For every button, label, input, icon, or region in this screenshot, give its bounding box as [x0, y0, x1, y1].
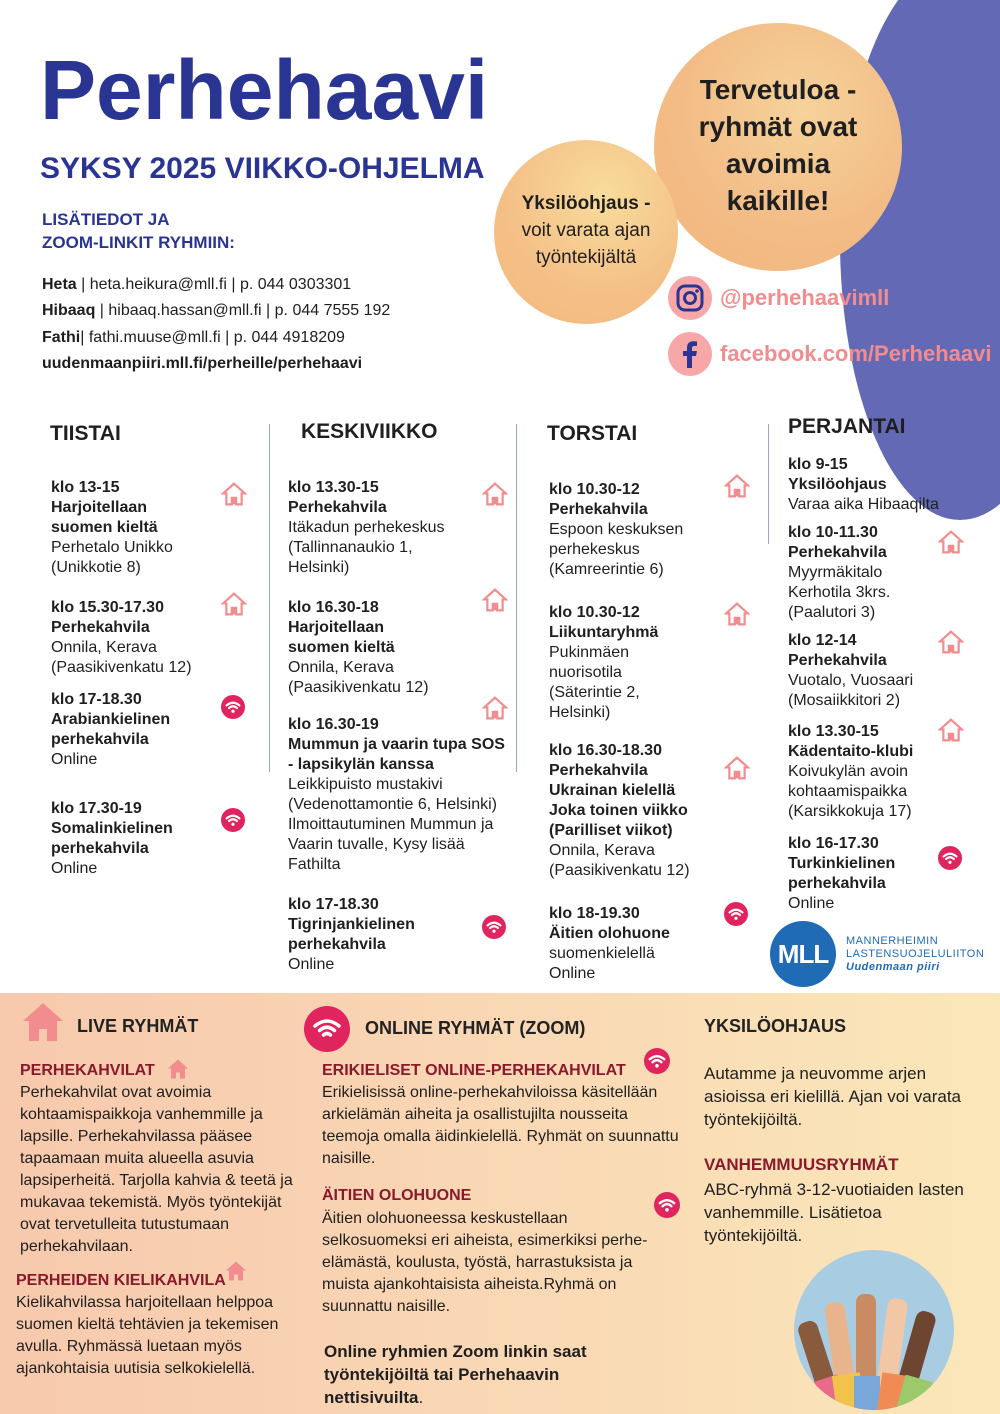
welcome-bubble [654, 23, 902, 271]
contact-name: Hibaaq [42, 302, 96, 319]
schedule-location: Perhetalo Unikko [51, 539, 173, 556]
schedule-time: klo 13.30-15 [288, 479, 379, 496]
house-icon-large [20, 1000, 66, 1049]
house-icon [938, 718, 964, 747]
schedule-time: klo 18-19.30 [549, 905, 640, 922]
contact-details[interactable]: | hibaaq.hassan@mll.fi | p. 044 7555 192 [95, 302, 391, 319]
schedule-time: klo 17-18.30 [51, 691, 142, 708]
schedule-title: Perhekahvila [51, 619, 150, 636]
wifi-icon [724, 902, 748, 926]
schedule-title: Perhekahvila [288, 499, 387, 516]
schedule-location: Online [51, 860, 98, 877]
schedule-location: Online [788, 895, 835, 912]
schedule-location: Koivukylän avoin [788, 763, 909, 780]
schedule-time: klo 16.30-18 [288, 599, 379, 616]
individual-title: YKSILÖOHJAUS [704, 1016, 847, 1036]
individual-text: Autamme ja neuvomme arjen asioissa eri kielillä. Ajan voi varata työntekijöiltä. [704, 1064, 962, 1129]
contact-name: Heta [42, 276, 77, 293]
schedule-title: suomen kieltä [51, 519, 158, 536]
info-heading-line: ZOOM-LINKIT RYHMIIN: [42, 233, 235, 252]
schedule-time: klo 15.30-17.30 [51, 599, 164, 616]
schedule-location: Online [51, 751, 98, 768]
website-link[interactable]: uudenmaanpiiri.mll.fi/perheille/perhehaavi [42, 355, 363, 372]
page-title: Perhehaavi [40, 43, 489, 137]
schedule-title: Äitien olohuone [549, 925, 670, 942]
zoom-note [324, 1340, 614, 1409]
schedule-location: Vaarin tuvalle, Kysy lisää [288, 836, 465, 853]
house-icon [482, 588, 508, 617]
schedule-time: klo 16-17.30 [788, 835, 879, 852]
schedule-title: - lapsikylän kanssa [288, 756, 434, 773]
kielikahvila-title: PERHEIDEN KIELIKAHVILA [16, 1272, 226, 1289]
schedule-location: Helsinki) [549, 704, 611, 721]
wifi-icon [644, 1048, 670, 1074]
schedule-item [51, 478, 173, 578]
wifi-icon [221, 695, 245, 719]
schedule-location: Myyrmäkitalo [788, 564, 883, 581]
mll-logo-mark: MLL [770, 921, 836, 987]
schedule-item [288, 598, 429, 698]
schedule-item [51, 598, 192, 678]
house-icon [224, 1260, 248, 1287]
house-icon [938, 630, 964, 659]
contact-fathi [42, 328, 345, 348]
schedule-title: Kädentaito-klubi [788, 743, 914, 760]
contact-hibaaq [42, 301, 390, 321]
welcome-line: Tervetuloa - [699, 74, 857, 105]
schedule-item [788, 834, 895, 914]
schedule-location: (Karsikkokuja 17) [788, 803, 912, 820]
mll-logo [770, 921, 984, 987]
schedule-item [288, 895, 415, 975]
kielikahvila-text: Kielikahvilassa harjoitellaan helppoa suomen kieltä tehtävien ja tekemisen avulla. Ryhmässä luetaan myös ajankohtaisia uutisia selkokielellä. [16, 1294, 279, 1377]
schedule-location: Fathilta [288, 856, 341, 873]
schedule-location: (Paalutori 3) [788, 604, 876, 621]
schedule-location: (Paasikivenkatu 12) [51, 659, 192, 676]
erikieliset-text: Erikielisissä online-perhekahviloissa käsitellään arkielämän aiheita ja osallistujilta nousseita teemoja omalla äidinkielellä. Ryhmät on suunnattu naisille. [322, 1084, 679, 1167]
contact-details[interactable]: | heta.heikura@mll.fi | p. 044 0303301 [76, 276, 352, 293]
schedule-title: Yksilöohjaus [788, 476, 887, 493]
wifi-icon [482, 915, 506, 939]
facebook-url: facebook.com/Perhehaavi [720, 341, 992, 366]
individual-line: Yksilöohjaus - [521, 193, 651, 214]
raised-hands-illustration [794, 1250, 954, 1410]
schedule-location: Helsinki) [288, 559, 350, 576]
schedule-title: suomen kieltä [288, 639, 395, 656]
info-heading-line: LISÄTIEDOT JA [42, 210, 170, 229]
schedule-location: (Vedenottamontie 6, Helsinki) [288, 796, 497, 813]
schedule-item [288, 478, 445, 578]
schedule-item [549, 741, 690, 881]
zoom-note-end: . [418, 1388, 424, 1407]
house-icon [724, 602, 750, 631]
schedule-location: Leikkipuisto mustakivi [288, 776, 443, 793]
schedule-item [51, 799, 173, 879]
contact-name: Fathi [42, 329, 81, 346]
wifi-icon [221, 808, 245, 832]
schedule-location: (Mosaiikkitori 2) [788, 692, 901, 709]
schedule-location: kohtaamispaikka [788, 783, 908, 800]
welcome-line: kaikille! [726, 185, 830, 216]
schedule-time: klo 13.30-15 [788, 723, 879, 740]
schedule-location: Onnila, Kerava [51, 639, 157, 656]
column-divider [768, 424, 769, 544]
schedule-item [788, 722, 913, 822]
schedule-title: Perhekahvila [549, 501, 648, 518]
schedule-item [788, 523, 890, 623]
schedule-item [51, 690, 170, 770]
house-icon [938, 530, 964, 559]
perhekahvilat-title: PERHEKAHVILAT [20, 1062, 155, 1079]
schedule-time: klo 17-18.30 [288, 896, 379, 913]
schedule-time: klo 16.30-19 [288, 716, 379, 733]
schedule-location: nuorisotila [549, 664, 622, 681]
schedule-location: Kerhotila 3krs. [788, 584, 891, 601]
schedule-title: Liikuntaryhmä [549, 624, 659, 641]
instagram-handle: @perhehaavimll [720, 285, 890, 310]
schedule-time: klo 9-15 [788, 456, 848, 473]
schedule-title: Tigrinjankielinen [288, 916, 415, 933]
online-groups-title: ONLINE RYHMÄT (ZOOM) [365, 1018, 586, 1038]
individual-line: voit varata ajan [521, 220, 651, 241]
day-wednesday: KESKIVIIKKO [301, 420, 438, 443]
schedule-time: klo 10-11.30 [788, 524, 878, 541]
schedule-location: suomenkielellä [549, 945, 655, 962]
olohuone-title: ÄITIEN OLOHUONE [322, 1187, 472, 1204]
schedule-location: Varaa aika Hibaaqilta [788, 496, 939, 513]
schedule-title: Somalinkielinen [51, 820, 173, 837]
olohuone-text: Äitien olohuoneessa keskustellaan selkosuomeksi eri aiheista, esimerkiksi perhe-elämästä, koulusta, työstä, harrastuksista ja muista ajankohtaisista aiheista.Ryhmä on suunnattu naisille. [322, 1210, 648, 1315]
contact-details[interactable]: | fathi.muuse@mll.fi | p. 044 4918209 [80, 329, 345, 346]
schedule-title: Ukrainan kielellä [549, 782, 676, 799]
house-icon [724, 756, 750, 785]
wifi-icon [938, 846, 962, 870]
schedule-location: Espoon keskuksen [549, 521, 684, 538]
erikieliset-title: ERIKIELISET ONLINE-PERHEKAHVILAT [322, 1062, 626, 1079]
facebook-link[interactable] [668, 332, 991, 376]
schedule-title: Arabiankielinen [51, 711, 171, 728]
zoom-note-text: Online ryhmien Zoom linkin saat työntekijöiltä tai Perhehaavin nettisivuilta [324, 1342, 587, 1407]
vanhemmuus-text: ABC-ryhmä 3-12-vuotiaiden lasten vanhemmille. Lisätietoa työntekijöiltä. [704, 1180, 964, 1245]
schedule-time: klo 16.30-18.30 [549, 742, 662, 759]
mll-logo-line: LASTENSUOJELULIITON [846, 947, 985, 960]
schedule-location: Online [549, 965, 596, 982]
individual-bubble [494, 140, 678, 324]
house-icon [482, 696, 508, 725]
schedule-location: Onnila, Kerava [549, 842, 655, 859]
vanhemmuus-title: VANHEMMUUSRYHMÄT [704, 1155, 899, 1174]
house-icon [724, 474, 750, 503]
schedule-item [549, 904, 670, 984]
welcome-line: avoimia [725, 148, 831, 179]
schedule-item [549, 603, 658, 723]
schedule-time: klo 10.30-12 [549, 604, 640, 621]
facebook-icon [668, 332, 712, 376]
schedule-item [288, 715, 505, 875]
schedule-location: Online [288, 956, 335, 973]
schedule-title: perhekahvila [51, 731, 149, 748]
house-icon [221, 482, 247, 511]
day-thursday: TORSTAI [547, 422, 638, 445]
schedule-time: klo 13-15 [51, 479, 120, 496]
schedule-location: Pukinmäen [549, 644, 630, 661]
instagram-link[interactable] [668, 276, 889, 320]
schedule-location: (Paasikivenkatu 12) [288, 679, 429, 696]
mll-logo-line: Uudenmaan piiri [846, 960, 940, 973]
schedule-location: (Unikkotie 8) [51, 559, 141, 576]
column-divider [516, 424, 517, 772]
schedule-title: Joka toinen viikko [549, 802, 688, 819]
schedule-item [549, 480, 683, 580]
perhekahvilat-text: Perhekahvilat ovat avoimia kohtaamispaikkoja vanhemmille ja lapsille. Perhekahvilassa pääsee tapaamaan muita alueella asuvia lapsiperheitä. Tarjolla kahvia & teetä ja mukavaa tekemistä. Myös työntekijät ovat tervetulleita tutustumaan perhekahvilaan. [20, 1084, 293, 1255]
schedule-time: klo 10.30-12 [549, 481, 640, 498]
schedule-location: (Säterintie 2, [549, 684, 640, 701]
live-groups-title: LIVE RYHMÄT [77, 1016, 199, 1036]
house-icon [221, 592, 247, 621]
schedule-title: (Parilliset viikot) [549, 822, 673, 839]
schedule-title: perhekahvila [288, 936, 386, 953]
schedule-item [788, 455, 939, 515]
schedule-title: Harjoitellaan [288, 619, 385, 636]
schedule-location: Vuotalo, Vuosaari [788, 672, 914, 689]
schedule-time: klo 17.30-19 [51, 800, 142, 817]
schedule-location: (Tallinnanaukio 1, [288, 539, 413, 556]
mll-logo-line: MANNERHEIMIN [846, 934, 939, 947]
day-tuesday: TIISTAI [50, 422, 121, 445]
online-icon-large [304, 1006, 350, 1052]
schedule-title: perhekahvila [51, 840, 149, 857]
schedule-title: Mummun ja vaarin tupa SOS [288, 736, 505, 753]
column-divider [269, 424, 270, 772]
house-icon [166, 1058, 190, 1085]
contact-heta [42, 275, 351, 295]
instagram-icon [668, 276, 712, 320]
schedule-title: Perhekahvila [788, 652, 887, 669]
schedule-title: Perhekahvila [788, 544, 887, 561]
schedule-location: Onnila, Kerava [288, 659, 394, 676]
schedule-item [788, 631, 913, 711]
schedule-location: perhekeskus [549, 541, 640, 558]
schedule-time: klo 12-14 [788, 632, 857, 649]
info-heading [42, 208, 235, 254]
day-friday: PERJANTAI [788, 415, 906, 438]
page-subtitle: SYKSY 2025 VIIKKO-OHJELMA [40, 152, 485, 185]
schedule-title: Turkinkielinen [788, 855, 896, 872]
schedule-location: Ilmoittautuminen Mummun ja [288, 816, 494, 833]
welcome-line: ryhmät ovat [698, 111, 858, 142]
schedule-title: perhekahvila [788, 875, 886, 892]
schedule-location: (Paasikivenkatu 12) [549, 862, 690, 879]
individual-line: työntekijältä [535, 247, 637, 268]
schedule-location: Itäkadun perhekeskus [288, 519, 445, 536]
schedule-title: Harjoitellaan [51, 499, 148, 516]
house-icon [482, 482, 508, 511]
schedule-location: (Kamreerintie 6) [549, 561, 664, 578]
schedule-title: Perhekahvila [549, 762, 648, 779]
